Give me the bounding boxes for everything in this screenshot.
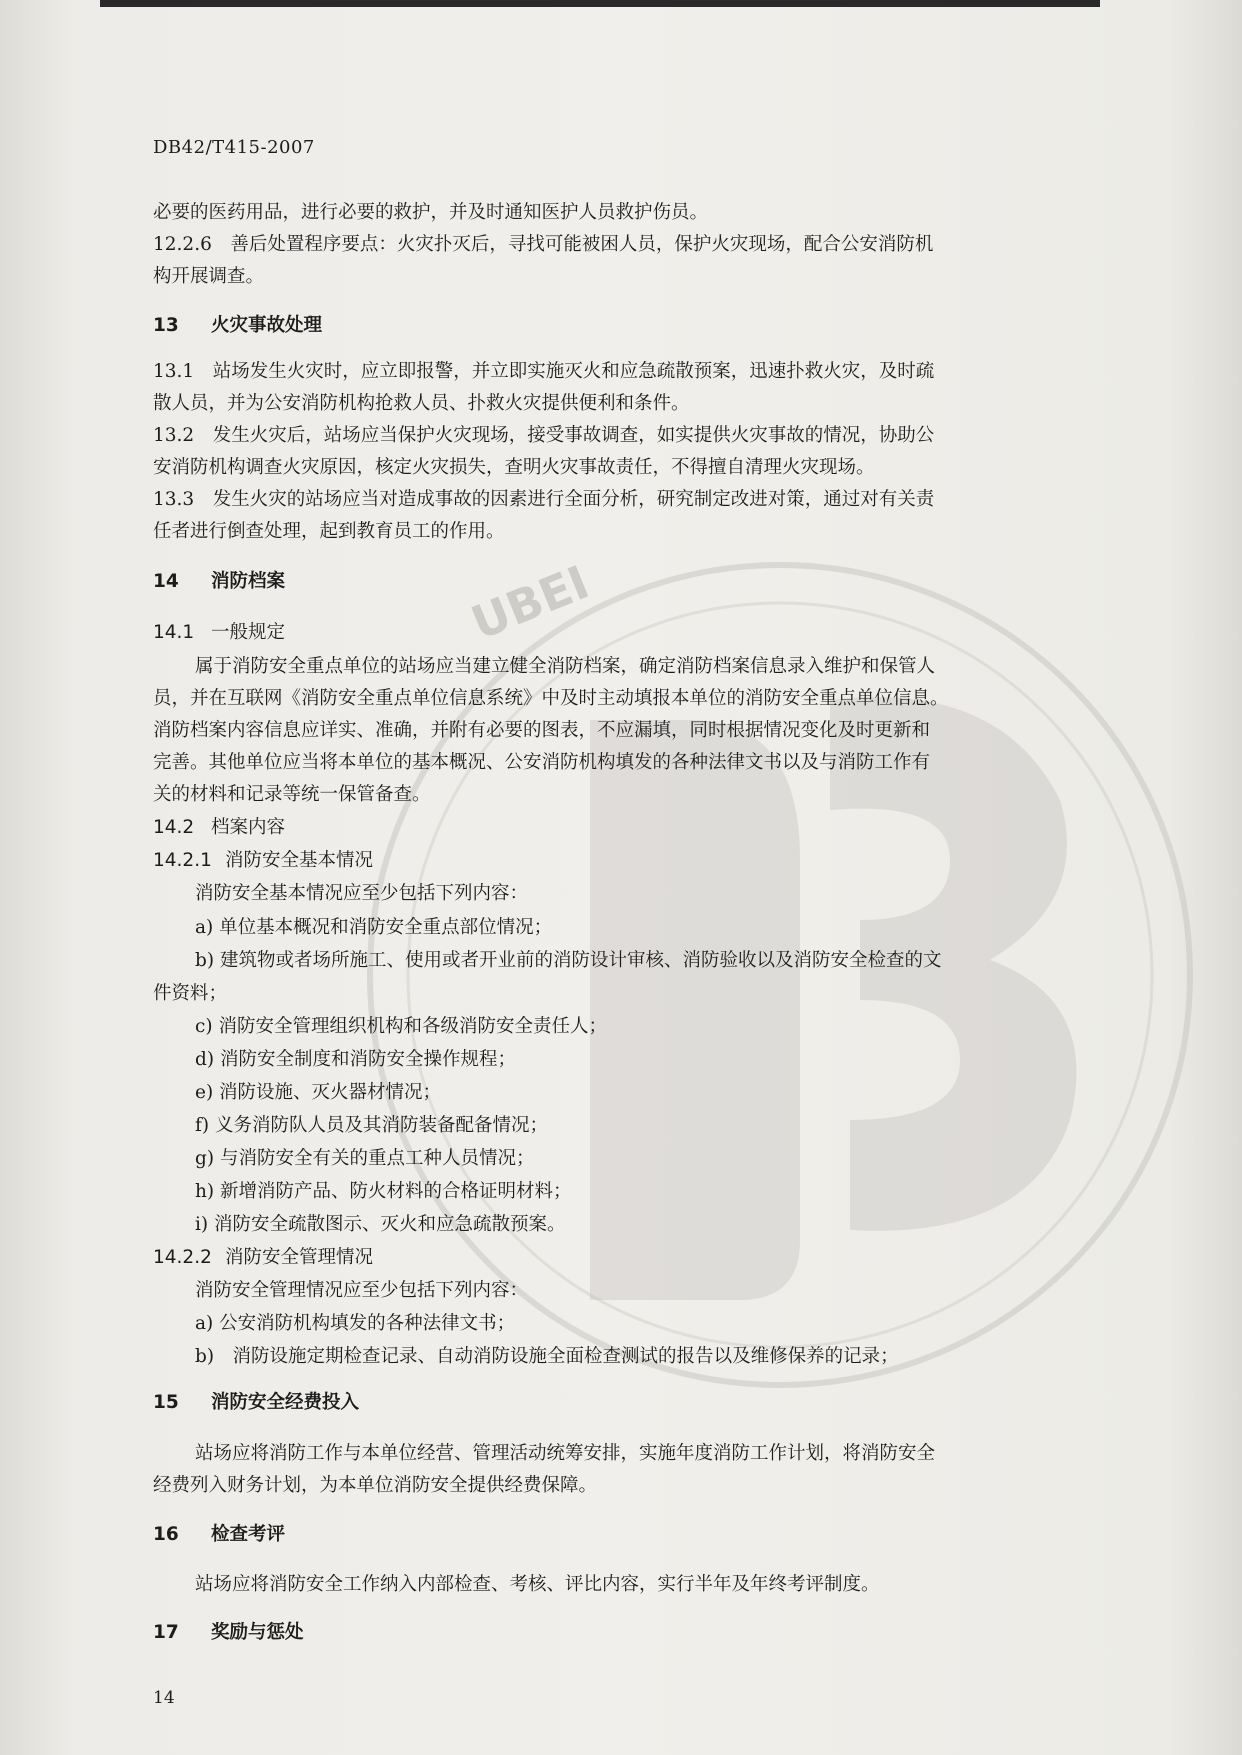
list-item: e) 消防设施、灭火器材情况； <box>195 1082 442 1103</box>
list-item: b) 消防设施定期检查记录、自动消防设施全面检查测试的报告以及维修保养的记录； <box>195 1346 899 1367</box>
page-number: 14 <box>153 1688 175 1708</box>
section-number: 15 <box>153 1392 179 1413</box>
subsection-number: 14.1 <box>153 622 195 643</box>
list-item: a) 公安消防机构填发的各种法律文书； <box>195 1313 516 1334</box>
watermark-text: UBEI <box>463 554 597 651</box>
section-title: 消防档案 <box>211 571 286 592</box>
subsection-heading <box>153 812 1073 844</box>
body-text-line: 经费列入财务计划，为本单位消防安全提供经费保障。 <box>153 1475 598 1496</box>
section-number: 16 <box>153 1524 179 1545</box>
body-text-line: 关的材料和记录等统一保管备查。 <box>153 784 431 805</box>
list-item: a) 单位基本概况和消防安全重点部位情况； <box>195 917 553 938</box>
subsection-heading <box>153 1242 1073 1274</box>
body-text-line: 消防安全基本情况应至少包括下列内容： <box>195 883 529 904</box>
document-code: DB42/T415-2007 <box>153 137 315 158</box>
body-text-line: 消防档案内容信息应详实、准确，并附有必要的图表，不应漏填，同时根据情况变化及时更新和 <box>153 720 931 741</box>
list-item: f) 义务消防队人员及其消防装备配备情况； <box>195 1115 548 1136</box>
body-text-line: 员，并在互联网《消防安全重点单位信息系统》中及时主动填报本单位的消防安全重点单位信息。 <box>153 688 949 709</box>
subsection-heading <box>153 845 1073 877</box>
subsection-heading <box>153 617 1073 649</box>
list-item: i) 消防安全疏散图示、灭火和应急疏散预案。 <box>195 1214 566 1235</box>
section-heading <box>153 1617 1073 1649</box>
body-text-line: 完善。其他单位应当将本单位的基本概况、公安消防机构填发的各种法律文书以及与消防工作有 <box>153 752 931 773</box>
body-text-line: 站场应将消防安全工作纳入内部检查、考核、评比内容，实行半年及年终考评制度。 <box>195 1574 880 1595</box>
subsection-title: 一般规定 <box>211 622 286 643</box>
section-number: 14 <box>153 571 179 592</box>
body-text-line: 安消防机构调查火灾原因，核定火灾损失，查明火灾事故责任，不得擅自清理火灾现场。 <box>153 457 875 478</box>
body-text-line: 任者进行倒查处理，起到教育员工的作用。 <box>153 521 505 542</box>
section-heading <box>153 310 1073 342</box>
subsection-title: 档案内容 <box>211 817 286 838</box>
section-title: 火灾事故处理 <box>211 315 323 336</box>
section-heading <box>153 566 1073 598</box>
subsection-number: 14.2 <box>153 817 195 838</box>
body-text-line: 消防安全管理情况应至少包括下列内容： <box>195 1280 529 1301</box>
body-text-line: 13.3 发生火灾的站场应当对造成事故的因素进行全面分析，研究制定改进对策，通过对有关责 <box>153 489 935 510</box>
body-text-line: 件资料； <box>153 983 228 1004</box>
section-heading <box>153 1387 1073 1419</box>
section-title: 奖励与惩处 <box>211 1622 304 1643</box>
body-text-line: 散人员，并为公安消防机构抢救人员、扑救火灾提供便利和条件。 <box>153 393 690 414</box>
list-item: g) 与消防安全有关的重点工种人员情况； <box>195 1148 535 1169</box>
subsection-number: 14.2.2 <box>153 1247 212 1268</box>
section-title: 检查考评 <box>211 1524 286 1545</box>
body-text-line: 站场应将消防工作与本单位经营、管理活动统筹安排，实施年度消防工作计划，将消防安全 <box>195 1443 936 1464</box>
body-text-line: 属于消防安全重点单位的站场应当建立健全消防档案，确定消防档案信息录入维护和保管人 <box>195 656 936 677</box>
section-heading <box>153 1519 1073 1551</box>
section-title: 消防安全经费投入 <box>211 1392 360 1413</box>
list-item: b) 建筑物或者场所施工、使用或者开业前的消防设计审核、消防验收以及消防安全检查的文 <box>195 950 942 971</box>
list-item: d) 消防安全制度和消防安全操作规程； <box>195 1049 516 1070</box>
body-text-line: 构开展调查。 <box>153 266 265 287</box>
body-text-line: 必要的医药用品，进行必要的救护，并及时通知医护人员救护伤员。 <box>153 202 709 223</box>
section-number: 13 <box>153 315 179 336</box>
subsection-title: 消防安全管理情况 <box>225 1247 374 1268</box>
body-text-line: 13.1 站场发生火灾时，应立即报警，并立即实施灭火和应急疏散预案，迅速扑救火灾，及时疏 <box>153 361 935 382</box>
subsection-number: 14.2.1 <box>153 850 212 871</box>
subsection-title: 消防安全基本情况 <box>225 850 374 871</box>
list-item: c) 消防安全管理组织机构和各级消防安全责任人； <box>195 1016 607 1037</box>
section-number: 17 <box>153 1622 179 1643</box>
body-text-line: 13.2 发生火灾后，站场应当保护火灾现场，接受事故调查，如实提供火灾事故的情况，协助公 <box>153 425 935 446</box>
list-item: h) 新增消防产品、防火材料的合格证明材料； <box>195 1181 572 1202</box>
body-text-line: 12.2.6 善后处置程序要点：火灾扑灭后，寻找可能被困人员，保护火灾现场，配合公安消防机 <box>153 234 934 255</box>
